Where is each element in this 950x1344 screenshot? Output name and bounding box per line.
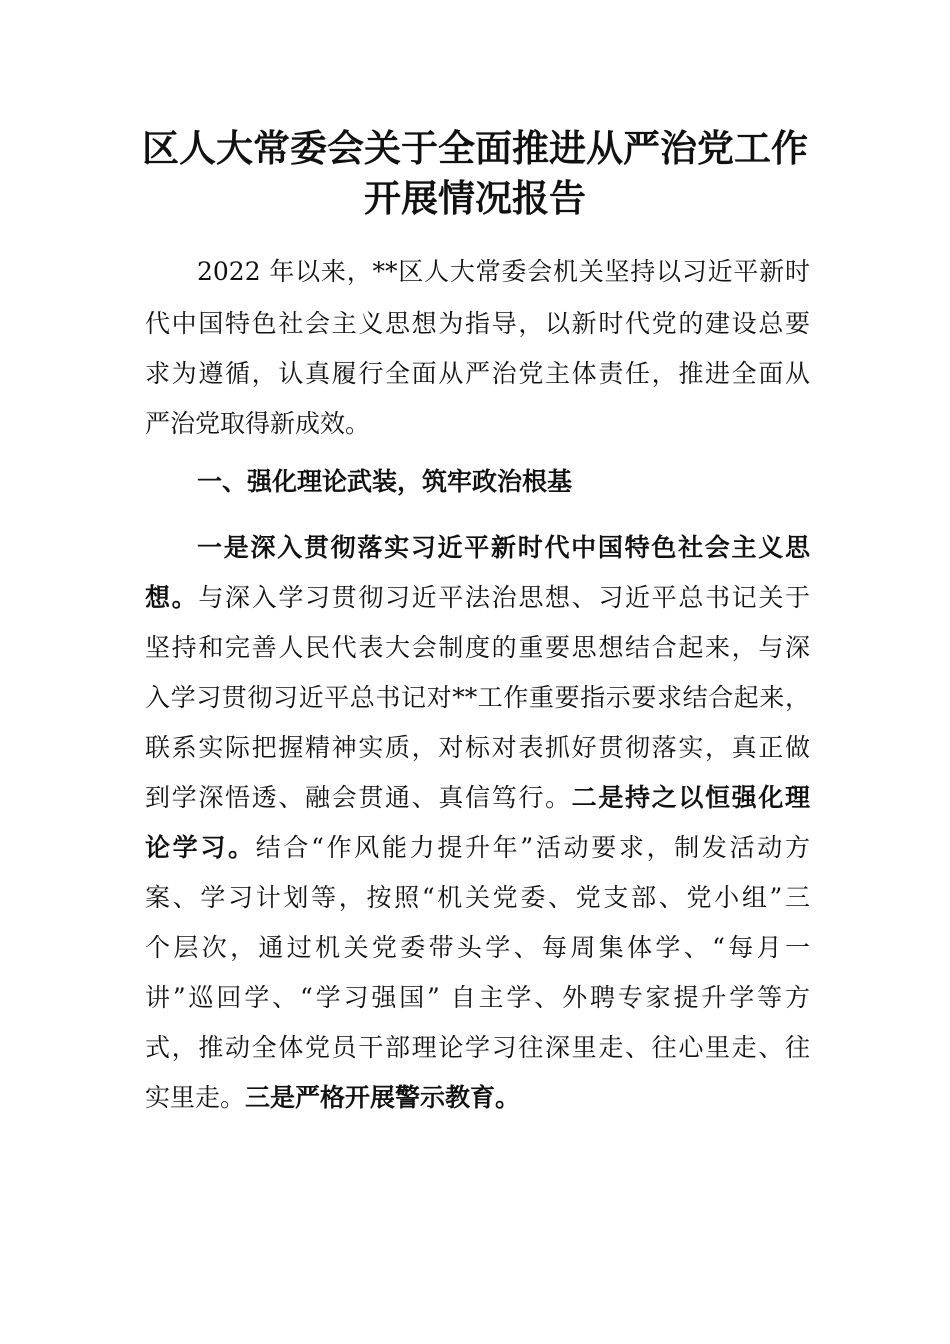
body-line-7-text: 结合“作风能力提升年”活动要求，制发活动方: [255, 833, 810, 862]
body-line-11: 式，推动全体党员干部理论学习往深里走、往心里走、往: [145, 1033, 810, 1062]
body-line-6: [145, 778, 810, 818]
body-line-7-bold: 论学习。: [145, 833, 256, 862]
body-line-12: [145, 1078, 810, 1118]
document-title-line-1: 区人大常委会关于全面推进从严治党工作: [142, 126, 808, 170]
body-line-8: 案、学习计划等，按照“机关党委、党支部、党小组”三: [145, 883, 810, 912]
document-title-line-2: 开展情况报告: [364, 176, 586, 220]
body-line-6-text: 到学深悟透、融会贯通、真信笃行。: [145, 783, 572, 812]
body-line-10: 讲”巡回学、“学习强国” 自主学、外聘专家提升学等方: [145, 983, 810, 1012]
body-line-9: 个层次，通过机关党委带头学、每周集体学、“每月一: [145, 933, 810, 962]
body-line-3: 坚持和完善人民代表大会制度的重要思想结合起来，与深: [145, 633, 810, 662]
body-line-2-text: 与深入学习贯彻习近平法治思想、习近平总书记关于: [198, 583, 810, 612]
body-line-2-bold: 想。: [145, 583, 199, 612]
body-line-4: 入学习贯彻习近平总书记对**工作重要指示要求结合起来，: [145, 683, 810, 712]
body-line-12-text: 实里走。: [145, 1083, 246, 1112]
body-line-2: [145, 578, 810, 618]
body-line-1: 一是深入贯彻落实习近平新时代中国特色社会主义思: [197, 533, 810, 562]
intro-line-2: 代中国特色社会主义思想为指导，以新时代党的建设总要: [145, 309, 810, 338]
body-line-5: 联系实际把握精神实质，对标对表抓好贯彻落实，真正做: [145, 733, 810, 762]
intro-line-4: 严治党取得新成效。: [145, 409, 371, 438]
intro-line-1: 2022 年以来，**区人大常委会机关坚持以习近平新时: [197, 257, 810, 286]
body-line-6-bold: 二是持之以恒强化理: [571, 783, 810, 812]
body-line-12-bold: 三是严格开展警示教育。: [245, 1083, 521, 1112]
intro-line-3: 求为遵循，认真履行全面从严治党主体责任，推进全面从: [145, 359, 810, 388]
body-line-7: [145, 828, 810, 868]
section-heading-1: 一、强化理论武装，筑牢政治根基: [197, 467, 573, 496]
